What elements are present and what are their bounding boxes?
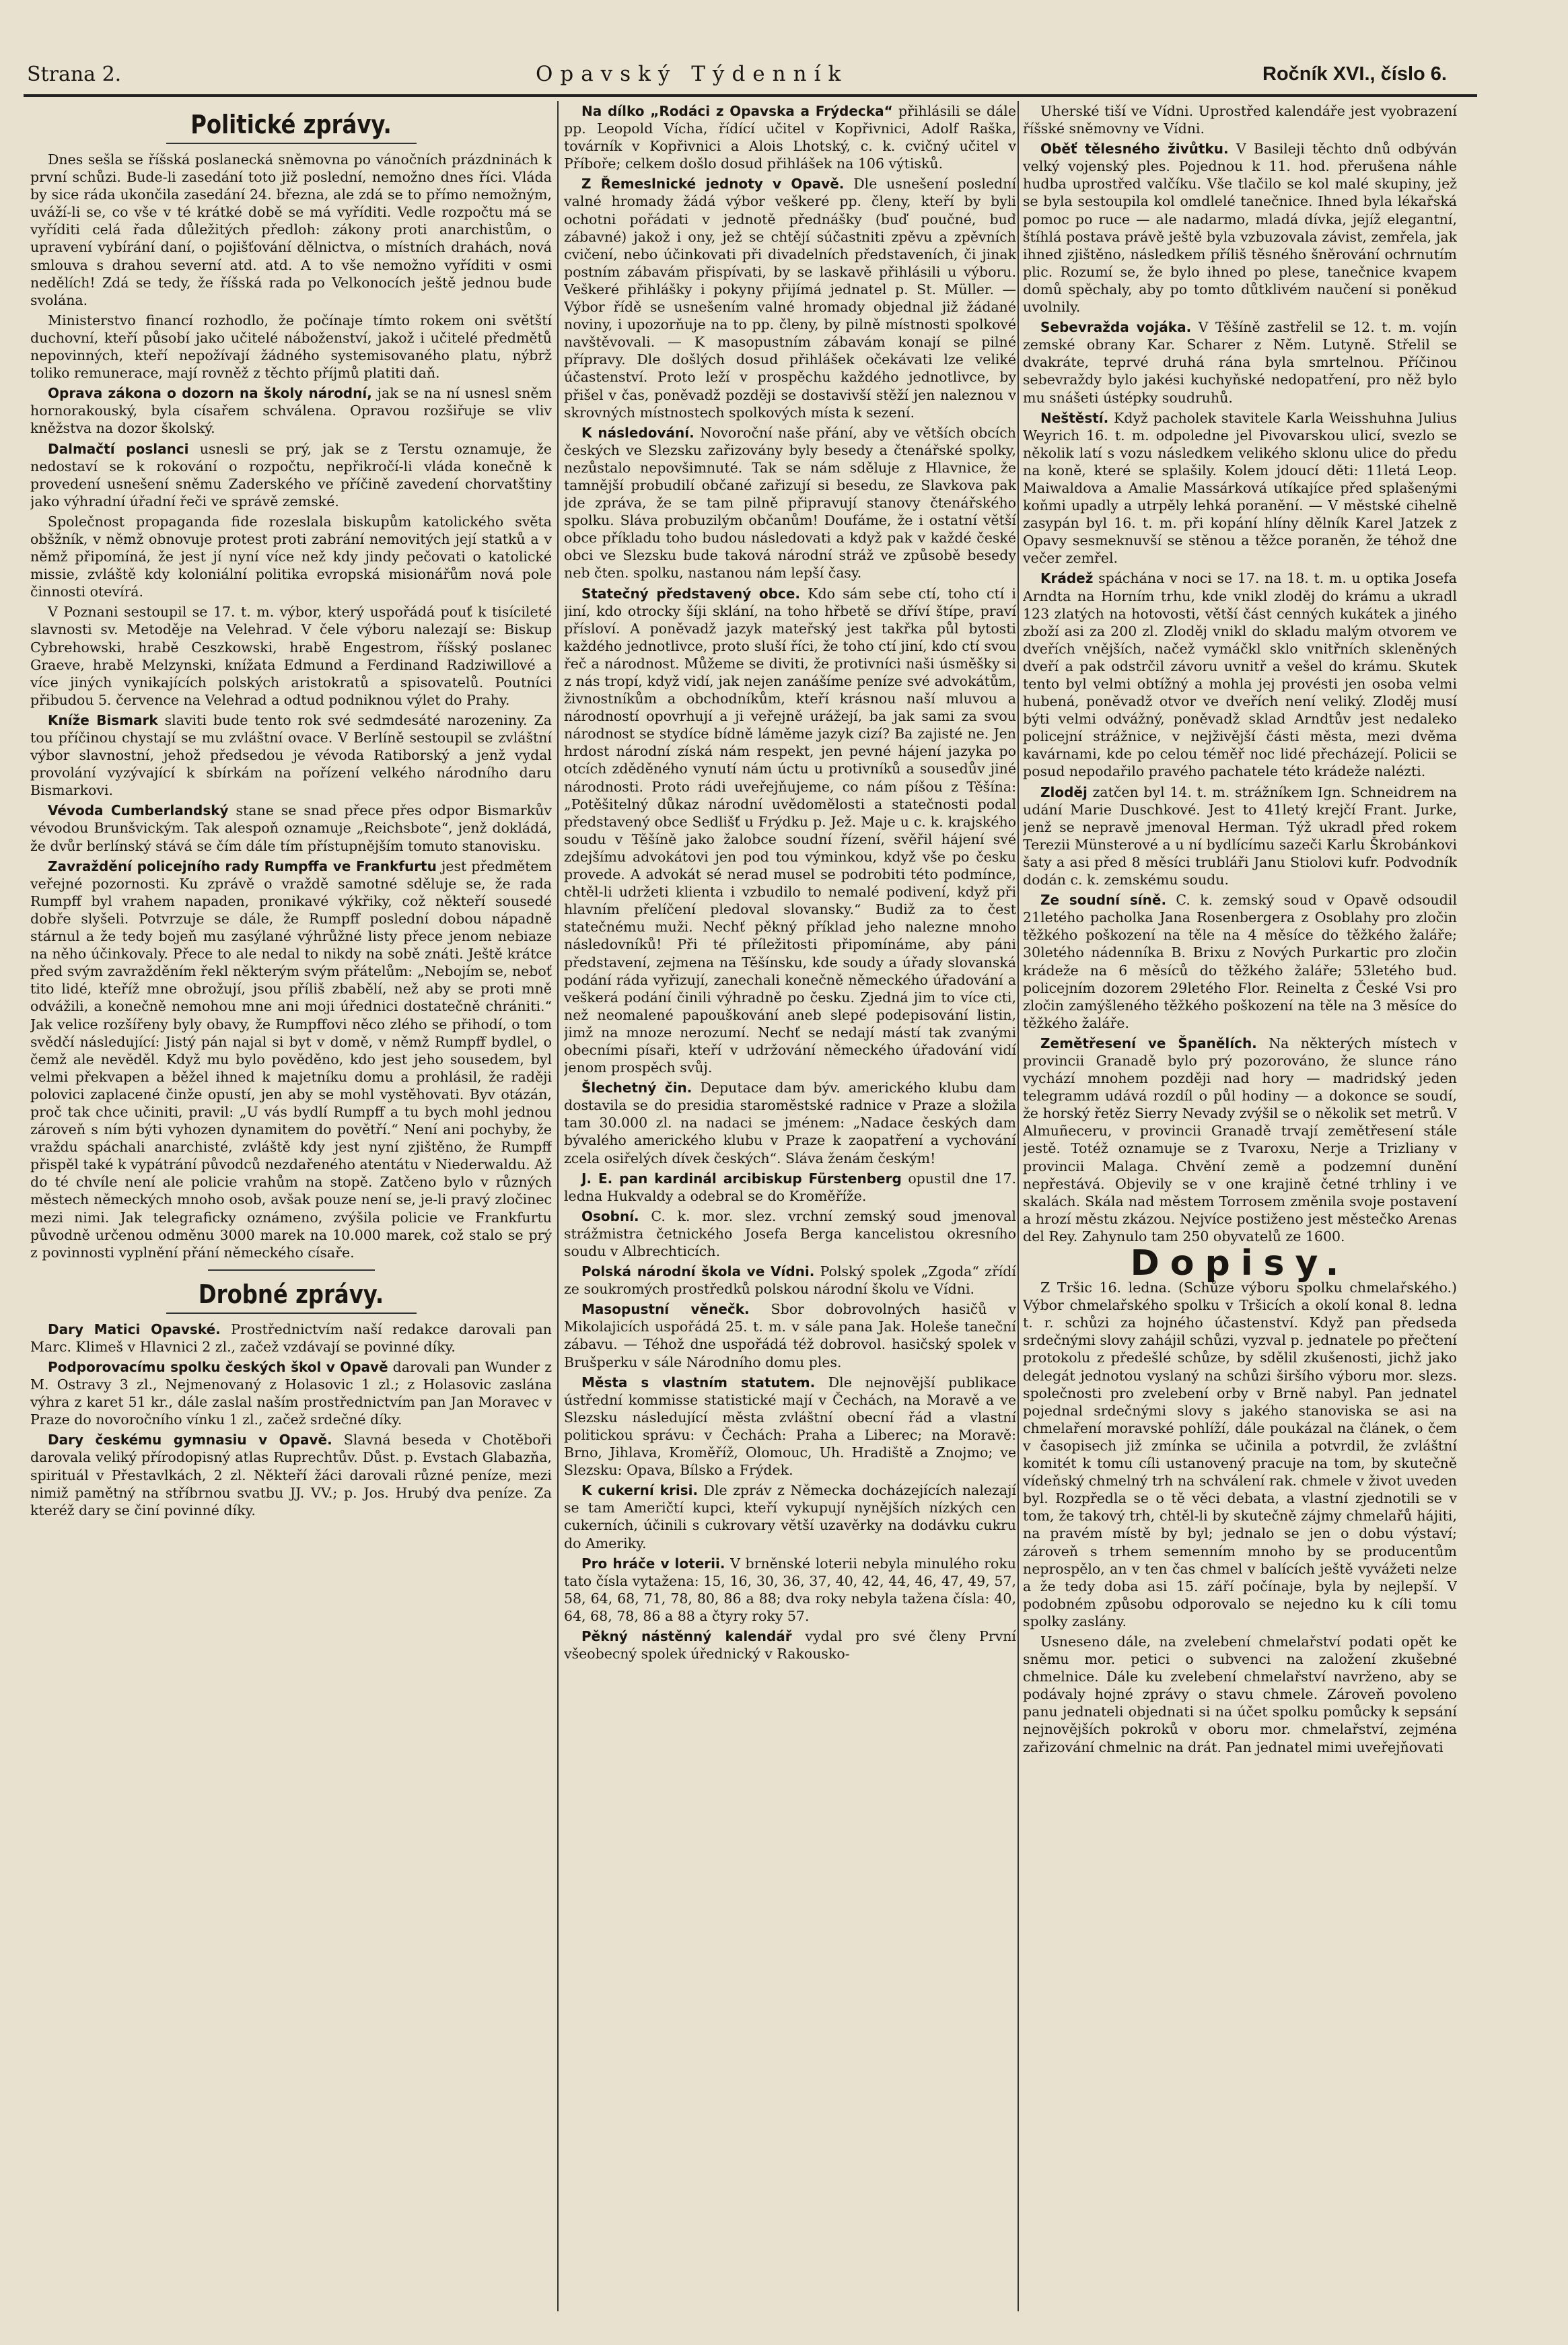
article-headline: Oprava zákona o dozorn na školy národní, xyxy=(48,385,372,402)
article-text: Když pacholek stavitele Karla Weisshuhna Julius Weyrich 16. t. m. odpoledne jel Pivovarskou ulicí, svezlo se několik latí s vozu následkem velikého sklonu ulice do předu na koně, které se splašily. Kolem jdoucí děti: 11letá Leop. Maiwaldova a Amalie Massárková utíkajíce před splašenými koňmi upadly a utrpěly lehká poranění. — V městské cihelně zasypán byl 16. t. m. při kopání hlíny dělník Karel Jatzek z Opavy sesmeknuvší se stěnou a těžce poraněn, že téhož dne večer zemřel. xyxy=(1023,409,1457,567)
article-paragraph xyxy=(1023,569,1457,780)
article-paragraph xyxy=(564,1628,1016,1663)
article-paragraph xyxy=(30,440,552,510)
article-text: Dle usnešení poslední valné hromady žádá výbor veškeré pp. členy, kteří by byli ochotni pořádati v jednotě přednášky (buď poučné, buď zábavné) jakož i ony, jež se chtějí súčastniti zpěvu a zpěvních cvičení, nebo účinkovati při divadelních představeních, či jinak postním zábavám přispívati, by se laskavě přihlásili u výboru. Veškeré přihlášky i pokyny přijímá jednatel p. St. Müller. — Výbor řídě se usnešením valné hromady objednal již žádané noviny, i upozorňuje na to pp. členy, by pilně místnosti spolkové navštěvovali. — K masopustním zábavám konají se pilné přípravy. Dle došlých dosud přihlášek očekávati lze veliké účastenství. Proto leží v prospěchu každého jednotlivce, by přišel v čas, poněvadž později se dostavivší stěží jen naleznou v skrovných místnostech spolkových místa k sezení. xyxy=(564,176,1016,421)
article-headline: Zloděj xyxy=(1040,783,1088,800)
article-paragraph xyxy=(564,1481,1016,1551)
article-text: slaviti bude tento rok své sedmdesáté narozeniny. Za tou příčinou chystají se mu zvláštní ovace. V Berlíně sestoupil se zvláštní výbor slavnostní, jehož předsedou je vévoda Ratiborský a jenž vydal provolání vyzývající k sbírkám na pořízení velkého národního daru Bismarkovi. xyxy=(30,711,552,799)
article-paragraph xyxy=(30,1321,552,1356)
article-text: Ministerstvo financí rozhodlo, že počínaje tímto rokem oni světští duchovní, kteří působí jako učitelé náboženství, jakož i učitelé předmětů nepovinných, kteří nepožívají žádného systemisovaného platu, nýbrž toliko remunerace, mají rovněž z těchto příjmů platiti daň. xyxy=(30,312,552,382)
header-rule xyxy=(24,94,1477,97)
article-text: darovali pan Wunder z M. Ostravy 3 zl., Nejmenovaný z Holasovic 1 zl.; z Holasovic zaslána výhra z karet 51 kr., dále zaslal naším prostřednictvím pan Jan Moravec v Praze do novoročního vínku 1 zl., začež srdečné díky. xyxy=(30,1359,552,1428)
article-paragraph xyxy=(1023,783,1457,889)
article-text: V Basileji těchto dnů odbýván velký vojenský ples. Pojednou k 11. hod. přerušena náhle hudba uprostřed valčíku. Vše tlačilo se kol malé skupiny, jež se byla sestoupila kol omdlelé tanečnice. Ihned byla lékařská pomoc po ruce — ale nadarmo, mladá dívka, jejíž elegantní, štíhlá postava právě ještě byla vzbuzovala závist, zemřela, jak ihned zjištěno, následkem příliš těsného šněrování ochrnutím plic. Rozumí se, že bylo ihned po plese, tanečnice kvapem domů spěchaly, aby po tomto důtklivém naučení si poněkud uvolnily. xyxy=(1023,141,1457,316)
article-text: Novoroční naše přání, aby ve větších obcích českých ve Slezsku zařizovány byly besedy a čtenářské spolky, nezůstalo nepovšimnuté. Tak se nám sděluje z Hlavnice, že tamnější probudilí občané zařizují si besedu, ze Slavkova pak jde zpráva, že se tam pilně připravují stanovy čtenářského spolku. Sláva probuzilým občanům! Doufáme, že i ostatní větší obce příkladu toho budou následovati a když pak v každé české obci ve Slezsku bude taková národní stráž ve způsobě besedy neb čten. spolku, nastanou nám lepší časy. xyxy=(564,424,1016,582)
article-headline: Masopustní věnečk. xyxy=(581,1301,750,1318)
section-heading-letters: Dopisy. xyxy=(1130,1243,1350,1284)
article-headline: J. E. pan kardinál arcibiskup Fürstenberg xyxy=(581,1170,902,1187)
article-headline: Šlechetný čin. xyxy=(581,1080,692,1096)
article-paragraph xyxy=(30,151,552,309)
article-list xyxy=(564,102,1016,1663)
article-headline: Kníže Bismark xyxy=(48,711,158,728)
article-paragraph xyxy=(30,1358,552,1428)
column-divider xyxy=(1018,101,1019,2311)
article-text: opustil dne 17. ledna Hukvaldy a odebral se do Kroměříže. xyxy=(564,1170,1016,1204)
article-headline: Dary českému gymnasiu v Opavě. xyxy=(48,1432,332,1448)
article-text: Sbor dobrovolných hasičů v Mikolajicích uspořádá 25. t. m. v sále pana Jak. Holeše taneční zábavu. — Téhož dne uspořádá též dobrovol. hasičský spolek v Brušperku v sále Národního domu ples. xyxy=(564,1301,1016,1370)
newspaper-title: Opavský Týdenník xyxy=(535,62,849,86)
article-text: Prostřednictvím naší redakce darovali pan Marc. Klimeš v Hlavnici 2 zl., začež vzdávají se povinné díky. xyxy=(30,1321,552,1355)
article-text: přihlásili se dále pp. Leopold Vícha, řídící učitel v Kopřivnici, Adolf Raška, továrník v Kopřivnici a Alois Lhotský, c. k. cvičný učitel v Příboře; celkem došlo dosud přihlášek na 106 výtisků. xyxy=(564,103,1016,172)
article-paragraph xyxy=(30,384,552,437)
article-headline: Pěkný nástěnný kalendář xyxy=(581,1628,792,1644)
article-text: jest předmětem veřejné pozornosti. Ku zprávě o vraždě samotné sděluje se, že rada Rumpff byl vrahem napaden, pronikavé výkřiky, což někteří sousedé dobře slyšeli. Potvrzuje se dále, že Rumpff poslední dobou nápadně stárnul a že tedy bojeň mu zasýlané výhrůžné listy přece jenom nebiaze na něho účinkovaly. Přece to ale nedal to nikdy na sobě znáti. Ještě krátce před svým zavražděním řekl některým svým přátelům: „Nebojím se, neboť tito lidé, kteříž mne obrožují, jsou příliš zbabělí, než aby se proti mně odvážili, a konečně nemohou mne ani moji úřednici dostatečně chrániti.“ Jak velice rozšířeny byly obavy, že Rumpffovi něco zlého se přihodí, o tom svědčí následující: Jistý pán najal si byt v domě, v němž Rumpff bydlel, o čemž ale nevěděl. Když mu bylo pověděno, kdo jest jeho sousedem, byl velmi překvapen a běžel ihned k majetníku domu a prohlásil, že raději polovici zaplacené činže opustí, jen aby se mohl vystěhovati. Byv otázán, proč tak chce učiniti, pravil: „U vás bydlí Rumpff a tu bych mohl jednou zároveň s ním býti vyhozen dynamitem do povětří.“ Není ani pochyby, že vraždu spáchali anarchisté, zvláště kdy jest nyní zjištěno, že Rumpff přispěl také k vypátrání původců nezdařeného atentátu v Niederwaldu. Až do té chvíle není ale policie vrahům na stopě. Zatčeno bylo v různých městech německých mnoho osob, avšak pouze není se, je-li pravý zločinec mezi nimi. Jak telegraficky oznámeno, zvýšila policie ve Frankfurtu původně určenou odměnu 3000 marek na 10.000 marek, což stalo se prý z povinnosti vyplnění přání německého císaře. xyxy=(30,858,552,1261)
article-paragraph xyxy=(1023,1035,1457,1245)
article-text: V Těšíně zastřelil se 12. t. m. vojín zemské obrany Kar. Scharer z Něm. Lutyně. Střelil se dvakráte, teprvé druhá rána byla smrtelnou. Příčinou sebevraždy bylo jakési kuchyňské nedopatření, pro něž bylo mu snášeti ústépky soudruhů. xyxy=(1023,319,1457,406)
article-headline: Pro hráče v loterii. xyxy=(581,1555,725,1572)
article-paragraph xyxy=(564,424,1016,582)
article-paragraph xyxy=(1023,140,1457,316)
article-paragraph xyxy=(30,312,552,382)
article-headline: Vévoda Cumberlandský xyxy=(48,802,229,819)
article-paragraph xyxy=(564,1374,1016,1479)
article-text: Slavná beseda v Chotěboři darovala veliký přírodopisný atlas Ruprechtův. Důst. p. Evstach Glabazňa, spirituál v Přestavlkách, 2 zl. Někteří žáci darovali různé peníze, mezi nimiž pamětný na stříbrnou svatbu JJ. VV.; p. Jos. Hrubý dva peníze. Za kteréž dary se činí povinné díky. xyxy=(30,1432,552,1518)
article-headline: K cukerní krisi. xyxy=(581,1482,699,1499)
article-list xyxy=(30,151,552,1261)
article-headline: Dalmačtí poslanci xyxy=(48,440,189,457)
article-paragraph xyxy=(30,711,552,799)
article-paragraph xyxy=(564,175,1016,421)
article-paragraph xyxy=(1023,1633,1457,1756)
article-headline: Ze soudní síně. xyxy=(1040,892,1167,909)
article-paragraph xyxy=(564,1208,1016,1260)
article-headline: Dary Matici Opavské. xyxy=(48,1321,221,1337)
column-3 xyxy=(1023,102,1457,2305)
article-list xyxy=(1023,102,1457,1245)
article-text: Polský spolek „Zgoda“ zřídí ze soukromých prostředků polskou národní školu ve Vídni. xyxy=(564,1263,1016,1298)
article-headline: Polská národní škola ve Vídni. xyxy=(581,1263,815,1280)
article-text: usnesli se prý, jak se z Terstu oznamuje, že nedostaví se k rokování o rozpočtu, nepřikročí-li vláda konečně k provedení usnešení sněmu Zaderského ve příčině zavedení chorvatštiny jako výhradní úřadní řeči ve správě zemské. xyxy=(30,440,552,510)
article-text: Uherské tiší ve Vídni. Uprostřed kalendáře jest vyobrazení říšské sněmovny ve Vídni. xyxy=(1023,103,1457,137)
article-paragraph xyxy=(564,102,1016,172)
article-paragraph xyxy=(30,858,552,1261)
article-paragraph xyxy=(1023,1279,1457,1630)
article-paragraph xyxy=(30,1431,552,1518)
article-headline: Oběť tělesného živůtku. xyxy=(1040,141,1229,158)
article-paragraph xyxy=(1023,409,1457,567)
article-paragraph xyxy=(1023,102,1457,137)
article-list xyxy=(30,1321,552,1519)
article-headline: Statečný představený obce. xyxy=(581,585,800,602)
article-text: Dle nejnovější publikace ústřední kommisse statistické mají v Čechách, na Moravě a ve Slezsku následující města zvláštní obecní řád a vlastní politickou správu: v Čechách: Praha a Liberec; na Moravě: Brno, Jihlava, Kroměříž, Olomouc, Uh. Hradiště a Znojmo; ve Slezsku: Opava, Bílsko a Frýdek. xyxy=(564,1374,1016,1479)
section-separator xyxy=(208,1269,375,1271)
article-paragraph xyxy=(30,603,552,709)
article-text: C. k. zemský soud v Opavě odsoudil 21letého pacholka Jana Rosenbergera z Osoblahy pro zločin těžkého poškození na těle na 4 měsíce do těžkého žaláře; 30letého nádenníka B. Brixu z Nových Purkartic pro zločin krádeže na 6 měsíců do těžkého žaláře; 53letého bud. policejním dozorem 29letého Flor. Reinelta z České Vsi pro zločin zamýšleného těžkého poškození na těle na 3 měsíce do těžkého žaláře. xyxy=(1023,892,1457,1031)
article-text: jak se na ní usnesl sněm hornorakouský, byla císařem schválena. Opravou rozšiřuje se vliv kněžstva na dozor školský. xyxy=(30,385,552,437)
article-text: Na některých místech v provincii Granadě bylo prý pozorováno, že slunce ráno vychází mnohem později nad hory — madridský jeden telegramm udává rozdíl o půl hodiny — a dokonce se soudí, že horský řetěz Sierry Nevady zvýšil se o několik set metrů. V Almuñeceru, v provincii Granadě trvají zemětřesení stále jestě. Totéž oznamuje se z Tvaroxu, Nerje a Trizliany v provincii Malaga. Chvění země a podzemní dunění nepřestává. Objevily se v one krajině četné trhliny i ve skalách. Skála nad městem Torrosem změnila svoje postavení a hrozí městu zkázou. Nejvíce postiženo jest městečko Arenas del Rey. Zahynulo tam 250 obyvatelů ze 1600. xyxy=(1023,1035,1457,1245)
page-header xyxy=(27,59,1447,89)
article-headline: Sebevražda vojáka. xyxy=(1040,319,1192,336)
article-text: V brněnské loterii nebyla minulého roku tato čísla vytažena: 15, 16, 30, 36, 37, 40, 42, 44, 46, 47, 49, 57, 58, 64, 68, 71, 78, 80, 86 a 88; dva roky nebyla tažena čísla: 40, 64, 68, 78, 86 a 88 a čtyry roky 57. xyxy=(564,1555,1016,1624)
page-label: Strana 2. xyxy=(27,62,122,86)
article-text: Z Tršic 16. ledna. (Schůze výboru spolku chmelařského.) Výbor chmelařského spolku v Tršicích a okolí konal 8. ledna t. r. schůzi za hojného účastenství. Když pan předseda srdečnými slovy zahájil schůzi, vyzval p. jednatele po přečtení protokolu z předešlé schůze, by sdělil zkušenosti, jichž jako delegát jednotou vyslaný na schůzi širšího výboru mor. slezs. společnosti pro zvelebení orby v Brně nabyl. Pan jednatel pojednal srdečnými slovy s jakého stanoviska se asi na chmelaření moravské pohlíží, dále poukázal na článek, o čem v časopisech již zmínka se učinila a potvrdil, že zvláštní komitét k tomu cíli ustanovený pracuje na tom, by skutečně vídeňský chmelný trh na schválení rak. chmele v život uveden byl. Rozpředla se o tě věci debata, a vlastní zjednotili se v tom, že takový trh, chtěl-li by skutečně zájmy chmelařů hájiti, na pravém místě by byl; jednalo se jen o dobu výstaví; zároveň s trhem semenním mnoho by se producentům neprospělo, an v ten čas chmel v balících ještě vyvážeti nelze a že tedy doba asi 15. září počínaje, byla by nejlepší. V podobném způsobu odporovalo se nejedno ku k cíli tomu spolky zaslány. xyxy=(1023,1280,1457,1630)
article-paragraph xyxy=(30,802,552,854)
column-1 xyxy=(30,102,552,2305)
article-paragraph xyxy=(564,585,1016,1077)
article-paragraph xyxy=(1023,891,1457,1032)
article-text: Dnes sešla se říšská poslanecká sněmovna po vánočních prázdninách k první schůzi. Bude-li zasedání toto již poslední, nemožno dnes říci. Vláda by sice ráda ukončila zasedání 24. března, ale zdá se to přímo nemožným, uváží-li se, co vše v té krátké době se má vyříditi. Vedle rozpočtu má se vyříditi celá řada důležitých předloh: zákony proti anarchistům, o upravení vybírání daní, o pojišťování dělnictva, o místních drahách, nová smlouva s drahou severní atd. atd. A to vše nemožno vyříditi v osmi nedělích! Zdá se tedy, že říšská rada po Velkonocích ještě jednou bude svolána. xyxy=(30,151,552,308)
article-text: Společnost propaganda fide rozeslala biskupům katolického světa obšžník, v němž obnovuje protest proti zabrání nemovitých její statků a v němž připomíná, že jest jí nyní více než kdy jindy pečovati o katolické missie, zvláště kdy koloniální politika evropská misionářům nová pole činnosti otevírá. xyxy=(30,513,552,600)
article-text: Usneseno dále, na zvelebení chmelařství podati opět ke sněmu mor. petici o subvenci na založení zkušebné chmelnice. Dále ku zvelebení chmelařství navrženo, aby se podávaly hojné zprávy o stavu chmele. Zároveň povoleno panu jednateli objednati si na účet spolku pomůcky k sepsání nejnovějších pokroků v oboru mor. chmelařství, zejména zařizování chmelnic na drát. Pan jednatel mimi uveřejňovati xyxy=(1023,1633,1457,1755)
article-text: Deputace dam býv. amerického klubu dam dostavila se do presidia staroměstské radnice v Praze a složila tam 30.000 zl. na nadaci se jménem: „Nadace českých dam bývalého amerického klubu v Praze k zaopatření a vychování zcela osiřelých dívek českých“. Sláva ženám českým! xyxy=(564,1080,1016,1166)
article-headline: Z Řemeslnické jednoty v Opavě. xyxy=(581,176,845,193)
article-text: stane se snad přece přes odpor Bismarkův vévodou Brunšvickým. Tak alespoň oznamuje „Reichsbote“, jenž dokládá, že dvůr berlínský stává se čím dále tím přístupnějším tomuto stanovisku. xyxy=(30,802,552,854)
article-headline: Města s vlastním statutem. xyxy=(581,1374,816,1391)
column-2 xyxy=(564,102,1016,2305)
article-text: Kdo sám sebe ctí, toho ctí i jiní, kdo otrocky šíji sklání, na toho hřbetě se dříví štípe, praví přísloví. A poněvadž jazyk mateřský jest takřka půl bytosti každého jednotlivce, proto sluší říci, že toho ctí jiní, kdo ctí svou řeč a národnost. Můžeme se diviti, že protivníci naši úsměšky si z nás tropí, když vidí, jak nejen zanášíme peníze své advokátům, živnostníkům a obchodníkům, kteří krásnou naší mluvou a národností opovrhují a ji veřejně urážejí, ba jak sami za svou národnost se stydíce bídně láměme jazyk cizí? Ba zajisté ne. Jen hrdost národní získá nám respekt, jen pevné hájení jazyka po otcích zděděného vynutí nám úctu u protivníků a sousedův jiné národnosti. Proto rádi uveřejňujeme, co nám píšou z Těšína: „Potěšitelný důkaz národní uvědomělosti a statečnosti podal představený obce Sedlišť u Frýdku p. Jež. Maje u c. k. krajského soudu v Těšíně jako žalobce soudní řízení, svěřil hájení své zdejšímu advokátovi jen pod tou výminkou, když vše po česku provede. A advokát sé nerad musel se podrobiti této podmínce, chtěl-li udržeti klienta i vzbudilo to nemalé podivení, když při hlavním přelíčení pledoval slovansky.“ Budiž za to čest statečnému muži. Nechť pěkný příklad jeho nalezne mnoho následovníků! Při té příležitosti připomínáme, aby páni představení, zejmena na Těšínsku, kde soudy a úřady slovanská podání ráda vyřizují, zanechali konečně německého úřadování a veškerá podání činili výhradně po česku. Zjedná jim to více cti, než neomalené papouškování aneb slepé podepisování listin, jimž na mnoze nerozumí. Nechť se nedají mástí tak zvanými obecními písaři, kteří v udržování německého úřadování vidí jenom prospěch svůj. xyxy=(564,585,1016,1076)
article-paragraph xyxy=(564,1263,1016,1298)
article-paragraph xyxy=(564,1555,1016,1625)
article-paragraph xyxy=(564,1300,1016,1370)
column-divider xyxy=(557,101,559,2311)
article-text: vydal pro své členy První všeobecný spolek úřednický v Rakousko- xyxy=(564,1628,1016,1663)
article-headline: Podporovacímu spolku českých škol v Opavě xyxy=(48,1359,388,1375)
article-headline: Na dílko „Rodáci z Opavska a Frýdecka“ xyxy=(581,103,893,119)
article-list xyxy=(1023,1279,1457,1756)
article-headline: Krádež xyxy=(1040,570,1094,587)
article-headline: K následování. xyxy=(581,424,694,441)
article-headline: Zavraždění policejního rady Rumpffa ve Frankfurtu xyxy=(48,858,437,874)
article-text: V Poznani sestoupil se 17. t. m. výbor, který uspořádá pouť k tisícileté slavnosti sv. Metoděje na Velehrad. V čele výboru nalezají se: Biskup Cybrehowski, hrabě Ceszkowski, hrabě Engestrom, říšský poslanec Graeve, hrabě Melzynski, knížata Edmund a Ferdinand Radziwillové a více jiných vynikajících polských aristokratů a spisovatelů. Poutníci přibudou 5. července na Velehrad a odtud podniknou výlet do Prahy. xyxy=(30,604,552,708)
article-text: zatčen byl 14. t. m. strážníkem Ign. Schneidrem na udání Marie Duschkové. Jest to 41letý krejčí Frant. Jurke, jenž se nepravě jmenoval Herman. Týž ukradl před rokem Terezii Münsterové a u ní bydlícímu sazeči Karlu Škrobánkovi šaty a asi před 8 měsíci trubláři Janu Stiolovi kufr. Podvodník dodán c. k. zemskému soudu. xyxy=(1023,783,1457,888)
issue-number: Ročník XVI., číslo 6. xyxy=(1262,63,1447,85)
article-headline: Neštěstí. xyxy=(1040,409,1109,426)
heading-underline xyxy=(166,1312,417,1314)
article-headline: Zemětřesení ve Španělích. xyxy=(1040,1035,1257,1051)
section-heading-brief-news: Drobné zprávy. xyxy=(198,1279,384,1309)
article-paragraph xyxy=(1023,318,1457,406)
article-paragraph xyxy=(564,1170,1016,1205)
article-text: spáchána v noci se 17. na 18. t. m. u optika Josefa Arndta na Horním trhu, kde vnikl zloděj do krámu a ukradl 123 zlatých na hotovosti, větší část cenných kukátek a jiného zboží asi za 200 zl. Zloděj vnikl do skladu malým otvorem ve dveřích vnějších, načež vymáčkl sklo vnitřních skleněných dveří a pak odstrčil závoru uvnitř a vešel do krámu. Skutek tento byl velmi obtížný a mohla jej provésti jen osoba velmi hubená, poněvadž otvor ve dveřích není veliký. Zloděj musí býti velmi odvážný, poněvadž sklad Arndtův jest nedaleko policejní strážnice, v nejživější části města, mezi dvěma kavárnami, kde po celou téměř noc lidé přecházejí. Policii se posud nepodařilo pravého pachatele této krádeže nalézti. xyxy=(1023,570,1457,780)
article-paragraph xyxy=(30,513,552,600)
section-heading-politics: Politické zprávy. xyxy=(190,110,392,139)
article-headline: Osobní. xyxy=(581,1208,639,1224)
article-text: C. k. mor. slez. vrchní zemský soud jmenoval strážmistra četnického Josefa Berga kancelistou okresního soudu v Albrechticích. xyxy=(564,1208,1016,1259)
article-paragraph xyxy=(564,1079,1016,1166)
article-text: Dle zpráv z Německa docházejících nalezají se tam Američtí kupci, kteří vykupují nynějších nízkých cen cukerních, účinili s cukrovary větší uzavěrky na dodávku cukru do Ameriky. xyxy=(564,1482,1016,1551)
heading-underline xyxy=(166,143,417,144)
